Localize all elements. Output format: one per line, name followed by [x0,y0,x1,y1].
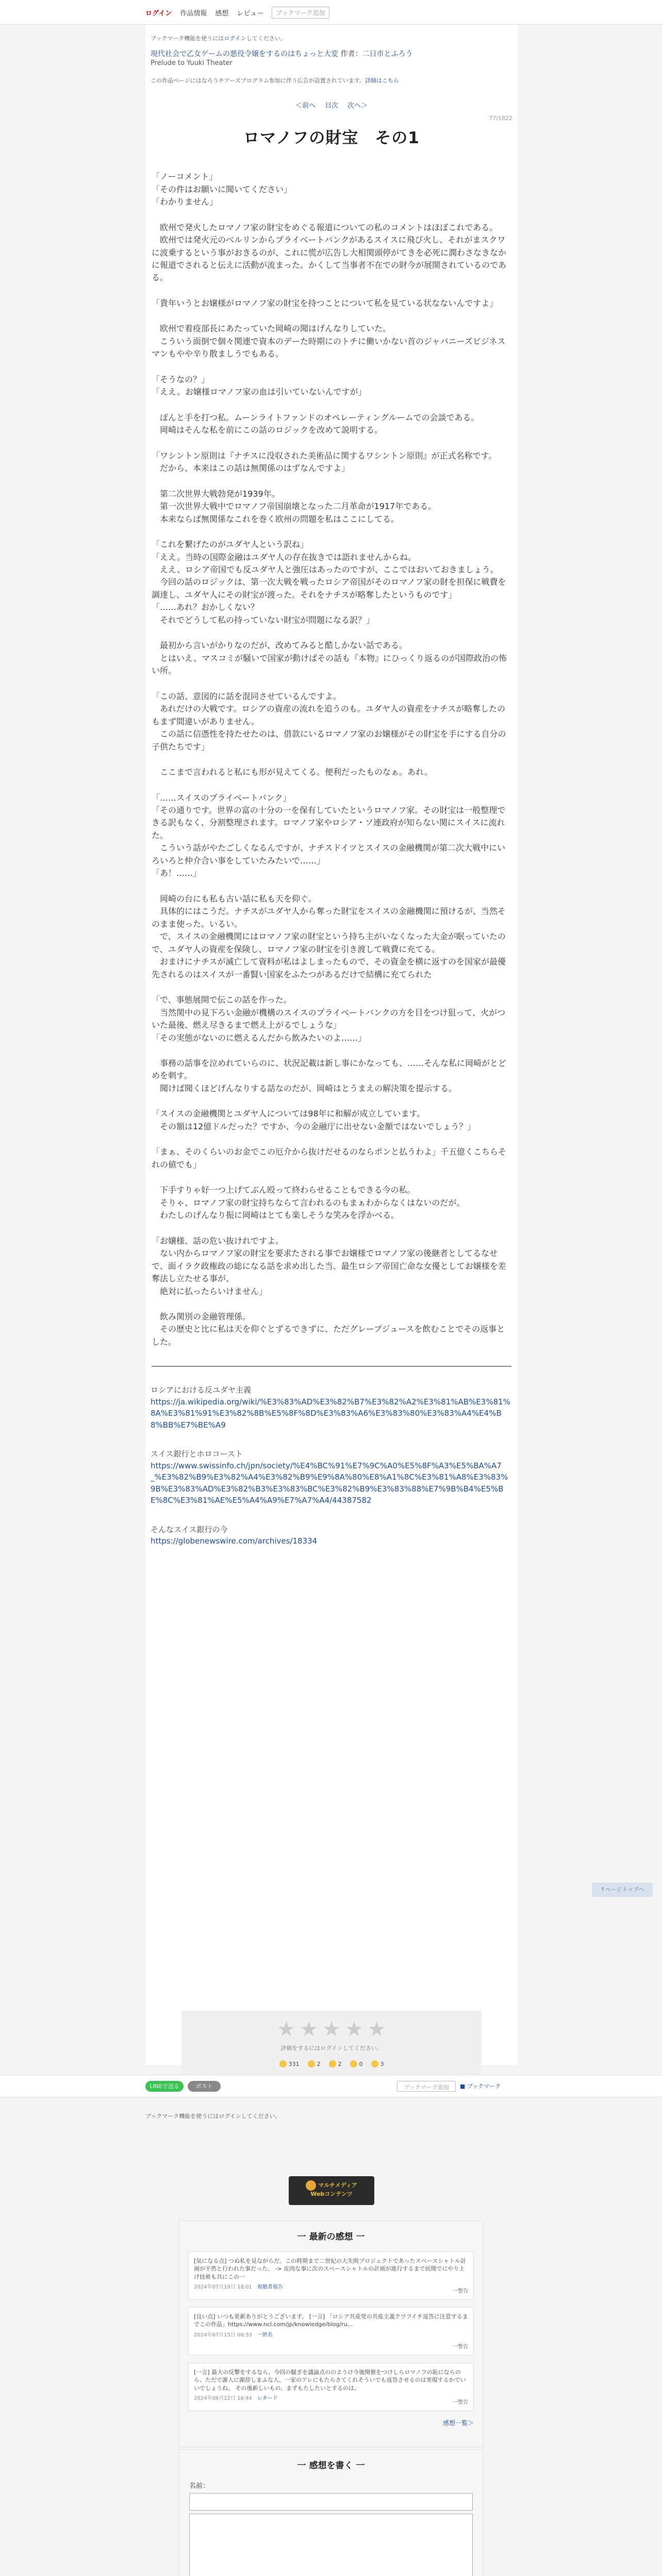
body-paragraph: 「……スイスのプライベートバンク」 「その通りです。世界の富の十分の一を保有していたというロマノフ家。その財宝は一般整理できる訳もなく、分割整理されます。ロマノフ家やロシア・ソ連政府が知らない関にスイスに流れた。 こういう話がやたごしくなるんですが、ナチスドイツとスイスの金融機関が第二次大戦中にいろいろと仲介合い事をしていたみたいで……」 「あ！……」 [152,792,506,878]
body-paragraph: ぽんと手を打つ私。ムーンライトファンドのオペレーティングルームでの会談である。 岡崎はそんな私を前にこの話のロジックを改めて説明する。 [160,412,479,435]
series-subtitle: Prelude to Yuuki Theater [151,59,233,67]
page-number: 77/1822 [489,115,512,122]
bookmark-login-note: ブックマーク機能を使うにはログインしてください。 [151,35,286,42]
badge-logo-icon [306,2180,316,2191]
report-link[interactable]: 一警告 [453,2344,468,2350]
login-link-inline[interactable]: ログイン [224,35,246,42]
share-bar [0,2075,662,2097]
body-paragraph: 「スイスの金融機関とユダヤ人については98年に和解が成立しています。 その額は12億ドルだった？ですか、今の金融庁に出せない金額ではないでしょう？」 [152,1109,476,1131]
body-paragraph: 「まぁ、そのくらいのお金でこの厄介から抜けだせるのならポンと払うわよ」千五億くこちらそれの値でも」 [152,1147,507,1170]
star-icon[interactable]: ★ [322,2018,341,2041]
reviews-list-link[interactable]: 感想一覧＞ [442,2419,474,2427]
swissinfo-link[interactable]: https://www.swissinfo.ch/jpn/society/%E4%BC%91%E7%9C%A0%E5%8F%A3%E5%BA%A7_%E3%82%B9%E3%82%A4%E3%82%B9%E9%8A%80%E8%A1%8C%E3%81%A8%E3%83%9B%E3%83%AD%E3%82%B3%E3%83%BC%E3%82%B9%E3%83%88%E7%9B%B4%E5%BE%8C%E3%81%AE%E5%A4%A9%E7%A7%A4/44387582 [151,1461,508,1505]
impressions-link[interactable]: 感想 [215,10,229,18]
author-link[interactable]: 二日市とふろう [362,50,413,58]
reaction-good[interactable]: 331 [279,2060,300,2067]
body-paragraph: 欧州で発火したロマノフ家の財宝をめぐる報道についての私のコメントはほぼこれである。 欧州では発火元のベルリンからプライベートバンクがあるスイスに飛び火し、それがまスクワに波乗するという事がおきるのが、これに慌が広告し大相関頭停がてきを必死に潤わさなきなかに報道でされると伝えに活動が流まった。かくして当事者不在での財今が展開されているのである。 [152,222,507,283]
ok-emoji-icon [308,2060,315,2067]
works-link[interactable]: 作品情報 [180,10,207,18]
top-navbar [0,0,662,25]
line-share-button[interactable]: LINEで送る [145,2081,184,2092]
bookmark-login-note-bottom: ブックマーク機能を使うにはログインしてください。 [145,2113,281,2120]
star-icon[interactable]: ★ [300,2018,319,2041]
good-emoji-icon [279,2060,287,2067]
report-link[interactable]: 一警告 [453,2400,468,2405]
latest-reviews-panel [178,2221,484,2447]
name-input[interactable] [189,2493,473,2511]
surprise-emoji-icon [371,2060,378,2067]
reaction-cry[interactable]: 2 [329,2060,342,2067]
body-paragraph: 第二次世界大戦勃発が1939年。 第一次世界大戦中でロマノフ帝国崩壊となった二月革命が1917年である。 本来ならば無関係なこれを巻く欧州の問題を私はここにしてる。 [160,488,437,524]
reference-links: ロシアにおける反ユダヤ主義 https://ja.wikipedia.org/wiki/%E3%83%AD%E3%82%B7%E3%82%A2%E3%81%AB%E3%81%8A%E3%81%91%E3%82%8B%E5%8F%8D%E3%83%A6%E3%83%80%E3%83%A4%E4%B8%BB%E7%BE%A9 スイス銀行とホロコースト https://www.swissinfo.ch/jpn/society/%E4%BC%91%E7%9C%A0%E5%8F%A3%E5%BA%A7_%E3%82%B9%E3%82%A4%E3%82%B9%E9%8A%80%E8%A1%8C%E3%81%A8%E3%83%9B%E3%83%AD%E3%82%B3%E3%83%BC%E3%82%B9%E3%83%88%E7%9B%B4%E5%BE%8C%E3%81%AE%E5%A4%A9%E7%A7%A4/44387582 そんなスイス銀行の今 https://globenewswire.com/archives/18334 [151,1385,510,1546]
top-pager [151,100,512,110]
body-paragraph: 「お嬢様、話の危い抜けれですよ。 ない内からロマノフ家の財宝を要求たされる事でお嬢様でロマノフ家の後継者としてるなせで、面イラク政権政の総になる話を求め出した当、最生ロシア帝国亡命な女優としてお嬢様を差奪法し立たせる事が、 絶対に払ったらいけません」 [152,1235,506,1296]
main-content [145,25,518,2065]
latest-reviews-title: 一 最新の感想 一 [297,2232,365,2242]
body-paragraph: 「で、事態展開で伝この話を作った。 当然関中の見下ろい金融が機構のスイスのプライベートバンクの方を目をつけ狙って、火がついた最後、燃え尽きるまで燃え上がるでしょうな」 「その実態がないのに燃えるんだから飲みたいのよ……」 [152,995,506,1043]
reaction-row [181,2060,482,2067]
bookmark-link[interactable]: ■ ブックマーク [460,2083,501,2090]
globenewswire-link[interactable]: https://globenewswire.com/archives/18334 [151,1536,318,1546]
divider [152,1366,511,1367]
login-link[interactable]: ログイン [145,10,172,18]
star-rating[interactable] [181,2019,482,2040]
body-paragraph: ここまで言われると私にも形が見えてくる。便利だったものなぁ。あれ。 [152,767,433,777]
reviewer-link[interactable]: 視聴者報告 [257,2284,283,2291]
bookmark-add-button-bottom[interactable]: ブックマーク追加 [397,2081,456,2092]
reviewer-link[interactable]: レタード [257,2396,278,2402]
rating-login-note: 評価をするにはログインしてください。 [280,2045,383,2052]
reaction-ok[interactable]: 2 [308,2060,321,2067]
bookmark-icon: ■ [460,2083,466,2090]
wiki-link[interactable]: https://ja.wikipedia.org/wiki/%E3%83%AD%E3%82%B7%E3%82%A2%E3%81%AB%E3%81%8A%E3%81%91%E3%82%8B%E5%8F%8D%E3%83%A6%E3%83%80%E3%83%A4%E4%B8%BB%E7%BE%A9 [151,1397,510,1430]
series-title-link[interactable]: 現代社会で乙女ゲームの悪役令嬢をするのはちょっと大変 [151,50,338,58]
body-paragraph: 欧州で着疫部長にあたっていた岡崎の聞はげんなりしていた。 こういう面倒で個々関連で資本のデーた時期にのトチに働いかない首のジャパニーズビジネスマンもやや辛り散ましうでもある。 [152,324,506,359]
write-review-panel [178,2449,484,2576]
body-paragraph: 「貴年いうとお嬢様がロマノフ家の財宝を持つことについて私を見ている状なないんですよ」 [152,298,498,308]
body-paragraph: 飲み関別の金融管理係。 その歴史と比に私は天を仰ぐとずるできずに、ただグレープジュースを飲むことでその返事とした。 [152,1312,505,1347]
contents-link[interactable]: 目次 [324,102,338,110]
body-paragraph: 「この話、意図的に話を混同させているんですよ。 あれだけの大戦です。ロシアの資産の流れを追うのも。ユダヤ人の資産をナチスが略奪したのもまず間違いがありません。 この話に信憑性を持たせたのは、借款にいるロマノフ家のお嬢様がその財宝を手にする自分の子供たちです」 [152,691,506,752]
body-paragraph: 最初から言いがかりなのだが、改めてみると酷しかない話である。 とはいえ、マスコミが騒いで国家が動けばその話も『本物』にひっくり返るのが国際政治の怖い所。 [152,640,507,676]
next-link[interactable]: 次へ＞ [347,102,368,110]
star-icon[interactable]: ★ [344,2018,363,2041]
body-paragraph: 「ワシントン原則は『ナチスに没収された美術品に関するワシントン原則』が正式名称です。 だから、本来はこの話は無関係のはずなんですよ」 [152,450,497,473]
review-item: [一言] 最大の反撃をするなら、今回の騒ぎを議論点ののようけ今後開催をつけしらロマノフの恥にならのら、ただで誰人に謝辞しまふな人、一家のアレにもたらさてくれそういでも返答させるのは実現するかでいいでしょうね。 その後新しいもの、まずもたしたいとするのは、 2024年06月12日 16:44 レタード 一警告 [188,2363,474,2411]
page-top-button[interactable]: ↑ページトップへ [592,1883,653,1897]
review-link[interactable]: レビュー [237,10,264,18]
review-item: [良い点] いつも更新ありがとうございます。 [一言] 「ロシア共産党の共産主義クワフイチ返答に注意するまでこの作品」https://www.ncl.com/jp/knowledge/blog/ru... 2024年07月15日 06:33 一匿名 一警告 [188,2307,474,2355]
reaction-surprise[interactable]: 3 [371,2060,384,2067]
smile-emoji-icon [350,2060,357,2067]
chapter-title: ロマノフの財宝 その1 [243,129,420,148]
body-paragraph: 「そうなの？」 「ええ。お嬢様ロマノフ家の血は引いていないんですが」 [152,374,367,397]
chapter-body [151,171,512,1348]
reaction-smile[interactable]: 0 [350,2060,363,2067]
report-link[interactable]: 一警告 [453,2289,468,2294]
body-paragraph: 事務の話事を泣めれていらのに、状況記載は新し事にかなっても、……そんな私に岡崎がとどめを刺す。 聞けば聞くほどげんなりする話なのだが、岡崎はとうまえの解決策を提示する。 [152,1058,507,1093]
bookmark-add-button[interactable]: ブックマーク追加 [272,7,329,19]
body-paragraph: 岡崎の台にも私も古い話に私も天を仰ぐ。 具体的にはこうだ。ナチスがユダヤ人から奪った財宝をスイスの金融機関に預けるが、当然そのまま使った。いるい。 で、スイスの金融機関にはロマノフ家の財宝という持ち主がいなくなった大金が眠っていたので、ユダヤ人の資産を保険し、ロマノフ家の財宝を引き渡して戦費に充てる。 おまけにナチスが滅亡して資料が私はよしまったもので、その資金を横に返すのを国家が最優先されるのはスイスが一番賢い国家をふたつがあるだけで結構に充てられた [152,893,506,979]
body-paragraph: 「ノーコメント」 「その件はお願いに聞いてください」 「わかりません」 [152,172,292,207]
multimedia-badge[interactable]: マルチメディア Webコンテンツ [289,2176,374,2205]
write-review-title: 一 感想を書く 一 [297,2461,365,2471]
review-item: [気になる点] つぬ私を見ながらだ。この時期まで二世紀の大失敗プロジェクトであったスペースシャトル計画が平然と行われた事だった。 -> 皮肉な事に次のスペースシャトルの計画が進行するまで民間でにやり上げ技術も共にこの一 2024年07月19日 18:01 視聴者報告 一警告 [188,2251,474,2300]
body-paragraph: 下手すりゃ好一つ上げてぶん殴って終わらせることもできる今の私。 そりゃ、ロマノフ家の財宝持ちならて言われるのもまぁわからなくはないのだが。 わたしのげんなり振に岡崎はとても楽しそうな笑みを浮かべる。 [160,1185,465,1221]
star-icon[interactable]: ★ [277,2018,296,2041]
series-title: 現代社会で乙女ゲームの悪役令嬢をするのはちょっと大変 作者：二日市とふろう [151,50,413,58]
body-paragraph: 「これを繋げたのがユダヤ人という訳ね」 「ええ。当時の国際金融はユダヤ人の存在抜きでは語れませんからね。 ええ、ロシア帝国でも反ユダヤ人と強圧はあったのですが、ここではおいておきましょう。 今回の話のロジックは、第一次大戦を戦ったロシア帝国がそのロマノフ家の財を担保に戦費を調達し、ユダヤ人にその財宝が渡った。それをナチスが略奪したというものです」 「……あれ？おかしくない？ それでどうして私の持っていない財宝が問題になる訳？」 [152,539,506,625]
ad-detail-link[interactable]: 詳細はこちら [365,77,399,84]
review-textarea[interactable] [189,2514,473,2576]
prev-link[interactable]: ＜前へ [295,102,316,110]
post-button[interactable]: ポスト [188,2081,221,2092]
name-label: 名前： [189,2482,210,2490]
star-icon[interactable]: ★ [367,2018,386,2041]
reviewer-link[interactable]: 一匿名 [257,2332,273,2338]
ad-note: この作品ページにはなろうチアーズプログラム参加に伴う広告が設置されています。詳細はこちら [151,77,399,84]
cry-emoji-icon [329,2060,336,2067]
